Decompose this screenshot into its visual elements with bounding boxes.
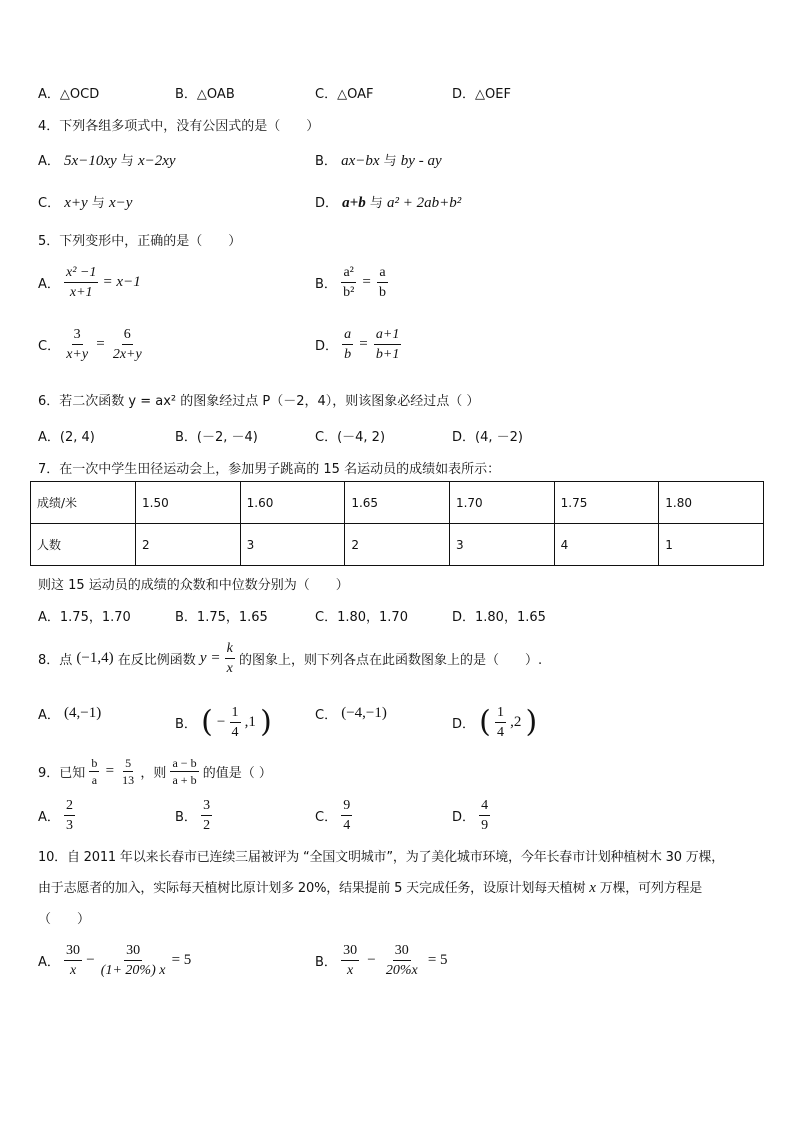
fraction [384,942,420,979]
table-cell: 2 [136,524,241,566]
stem-text: 8．点 [38,653,73,668]
q5-option-a [38,264,141,301]
right-paren: ) [260,704,272,740]
math-expression: y = [199,650,221,666]
q10-line-2 [38,877,702,897]
math-variable: x [589,880,596,896]
table-cell: 1.80 [659,482,764,524]
numerator: 5 [125,756,132,770]
denominator: 4 [343,818,351,833]
numerator: 30 [124,942,142,961]
fraction [495,704,506,741]
option-label: A． [38,810,60,825]
option-label: D． [452,717,476,732]
option-label: A． [38,955,60,970]
denominator: x [346,963,354,978]
table-cell: 3 [449,524,554,566]
fraction [64,264,98,301]
score-table [30,481,764,566]
option-label: B． [315,154,337,169]
q3-option-b: B．△OAB [175,87,235,102]
table-cell: 1.65 [345,482,450,524]
q8-option-d [452,704,537,741]
table-cell: 1.60 [240,482,345,524]
q3-option-d: D．△OEF [452,87,511,102]
q3-option-a: A．△OCD [38,87,100,102]
denominator: x [69,963,77,978]
fraction [377,264,388,301]
option-label: A． [38,708,60,723]
numerator: a [342,326,353,345]
fraction [111,326,144,363]
q7-option-d: D．1.80，1.65 [452,610,546,625]
equals-sign: = [96,336,105,352]
q10-line-1: 10．自 2011 年以来长春市已连续三届被评为 “全国文明城市”，为了美化城市环境，今年长春市计划种植树木 30 万棵， [38,850,725,865]
q5-option-b [315,264,388,301]
option-label: C． [315,810,338,825]
q6-option-d: D．(4, －2) [452,430,523,445]
fraction [89,756,99,787]
left-paren: ( [479,704,491,740]
fraction [230,704,241,741]
math-expression: x−y [108,195,133,211]
numerator: 1 [495,704,506,723]
stem-text: 万棵，可列方程是 [599,881,703,896]
stem-text: 在反比例函数 [117,653,196,668]
q9-stem [38,756,272,787]
table-cell: 1.70 [449,482,554,524]
right-paren: ) [525,704,538,740]
q8-stem [38,640,542,677]
equals-sign: = [362,274,371,290]
numerator: b [91,756,98,770]
math-expression: by - ay [400,153,442,169]
q6-option-a: A．(2, 4) [38,430,95,445]
option-label: C． [38,339,61,354]
minus-sign: − [216,714,226,730]
denominator: 3 [66,818,74,833]
q7-option-b: B．1.75，1.65 [175,610,268,625]
fraction [99,942,168,979]
q7-option-c: C．1.80，1.70 [315,610,408,625]
q3-option-c: C．△OAF [315,87,374,102]
stem-text: 9．已知 [38,766,86,781]
numerator: a+1 [374,326,401,345]
math-expression: a² + 2ab+b² [387,195,462,211]
option-label: D． [452,810,476,825]
q4-option-a [38,150,176,170]
fraction [479,797,490,834]
left-paren: ( [201,704,213,740]
denominator: x+y [66,347,89,362]
table-row [31,524,764,566]
q7-stem: 7．在一次中学生田径运动会上，参加男子跳高的 15 名运动员的成绩如表所示： [38,462,501,477]
q10-option-b [315,942,448,979]
denominator: b+1 [375,347,400,362]
math-expression: ax−bx [341,153,380,169]
fraction [170,756,198,787]
option-label: C． [315,708,338,723]
q8-option-c [315,704,387,723]
q5-option-d [315,326,401,363]
table-cell: 2 [345,524,450,566]
q6-option-c: C．(－4, 2) [315,430,386,445]
q7-follow: 则这 15 运动员的成绩的众数和中位数分别为（ ） [38,578,349,593]
q6-option-b: B．(－2, －4) [175,430,258,445]
numerator: 2 [64,797,75,816]
q9-option-b [175,797,212,834]
numerator: 3 [72,326,83,345]
option-label: B． [175,717,197,732]
numerator: 3 [201,797,212,816]
denominator: 4 [497,725,505,740]
stem-text: 由于志愿者的加入，实际每天植树比原计划多 20%，结果提前 5 天完成任务，设原计划每天植树 [38,881,590,896]
option-label: B． [175,810,197,825]
connector-text: 与 [91,196,105,211]
denominator: a [91,773,98,787]
numerator: a² [341,264,355,283]
math-expression: = 5 [427,952,448,968]
q8-option-b [175,704,272,741]
numerator: 30 [64,942,82,961]
math-expression: (−1,4) [76,650,114,666]
fraction [64,326,90,363]
fraction [341,797,352,834]
denominator: 13 [122,773,135,787]
math-expression: (4,−1) [64,705,102,721]
math-expression: = x−1 [102,274,141,290]
table-cell: 1.50 [136,482,241,524]
table-cell: 1.75 [554,482,659,524]
q4-option-d [315,192,461,212]
option-label: A． [38,277,60,292]
numerator: a − b [172,756,197,770]
fraction [64,942,82,979]
table-row [31,482,764,524]
numerator: 30 [341,942,359,961]
q9-option-c [315,797,352,834]
numerator: a [377,264,387,283]
fraction [201,797,212,834]
numerator: k [225,640,235,659]
fraction [225,640,235,677]
denominator: 9 [481,818,489,833]
q4-stem: 4．下列各组多项式中，没有公因式的是（ ） [38,119,320,134]
minus-sign: − [367,952,376,968]
q8-option-a [38,704,101,723]
connector-text: 与 [120,154,134,169]
option-label: B． [315,955,337,970]
fraction [120,756,136,787]
table-cell: 3 [240,524,345,566]
option-label: D． [315,339,339,354]
denominator: 2x+y [112,347,142,362]
equals-sign: = [359,336,368,352]
q10-option-a [38,942,191,979]
q4-option-b [315,150,442,170]
table-cell: 4 [554,524,659,566]
denominator: 4 [231,725,239,740]
math-expression: ,1 [244,714,256,730]
numerator: 4 [479,797,490,816]
connector-text: 与 [383,154,397,169]
fraction [374,326,401,363]
math-expression: x+y [64,195,88,211]
denominator: 20%x [385,963,418,978]
denominator: 2 [203,818,211,833]
denominator: b [379,285,387,300]
math-expression: ,2 [510,714,522,730]
stem-text: 的值是（ ） [202,766,272,781]
stem-text: 的图象上，则下列各点在此函数图象上的是（ ）. [238,653,543,668]
q6-stem: 6．若二次函数 y = ax² 的图象经过点 P（－2，4），则该图象必经过点（ ） [38,394,480,409]
minus-sign: − [86,952,95,968]
denominator: b² [343,285,355,300]
numerator: 9 [341,797,352,816]
option-label: A． [38,154,60,169]
math-expression: a+b [342,195,366,211]
stem-text: ，则 [140,766,167,781]
table-header-cell: 人数 [31,524,136,566]
q5-option-c [38,326,144,363]
numerator: 6 [122,326,133,345]
math-expression: (−4,−1) [341,705,387,721]
denominator: b [344,347,352,362]
equals-sign: = [105,763,115,779]
fraction [64,797,75,834]
math-expression: 5x−10xy [64,153,117,169]
denominator: (1+ 20%) x [100,963,166,978]
q4-option-c [38,192,132,212]
denominator: x+1 [69,285,93,300]
numerator: x² −1 [64,264,98,283]
q7-option-a: A．1.75，1.70 [38,610,131,625]
option-label: C． [38,196,61,211]
denominator: a + b [172,773,197,787]
connector-text: 与 [369,196,383,211]
fraction [341,942,359,979]
option-label: D． [315,196,339,211]
fraction [341,264,356,301]
q10-line-3: （ ） [38,912,91,927]
numerator: 1 [230,704,241,723]
table-cell: 1 [659,524,764,566]
table-header-cell: 成绩/米 [31,482,136,524]
q5-stem: 5．下列变形中，正确的是（ ） [38,234,242,249]
numerator: 30 [393,942,411,961]
denominator: x [226,661,233,676]
q9-option-a [38,797,75,834]
q9-option-d [452,797,490,834]
option-label: B． [315,277,337,292]
math-expression: x−2xy [137,153,176,169]
fraction [342,326,353,363]
math-expression: = 5 [171,952,192,968]
